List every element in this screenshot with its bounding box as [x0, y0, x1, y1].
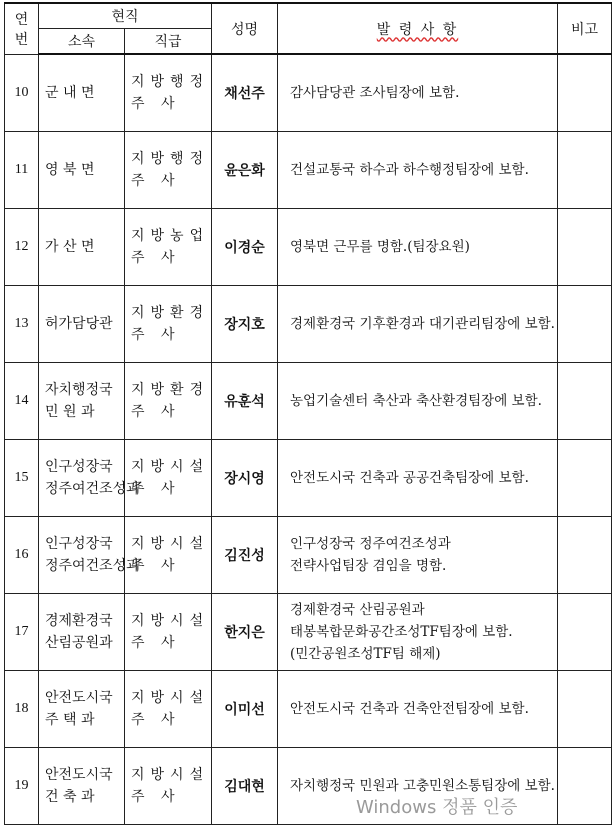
order-line: 안전도시국 건축과 건축안전팀장에 보함. — [290, 700, 529, 717]
row-order — [278, 670, 558, 747]
header-affiliation: 소속 — [39, 29, 125, 55]
rank-line: 주 사 — [131, 788, 181, 805]
row-name: 유훈석 — [212, 362, 278, 439]
affiliation-line: 주 택 과 — [45, 711, 95, 728]
table-row — [5, 670, 612, 747]
row-number: 11 — [5, 131, 39, 208]
row-note — [558, 747, 612, 824]
row-number: 18 — [5, 670, 39, 747]
row-name: 윤은화 — [212, 131, 278, 208]
affiliation-line: 영 북 면 — [45, 161, 95, 178]
affiliation-line: 안전도시국 — [45, 689, 113, 706]
order-line: 건설교통국 하수과 하수행정팀장에 보함. — [290, 161, 529, 178]
order-line: 경제환경국 산림공원과 — [290, 601, 425, 618]
row-affiliation — [39, 747, 125, 824]
order-line: 전략사업팀장 겸임을 명함. — [290, 557, 447, 574]
appointment-table — [4, 2, 612, 825]
table-row — [5, 516, 612, 593]
table-row — [5, 747, 612, 824]
rank-line: 주 사 — [131, 172, 181, 189]
rank-line: 주 사 — [131, 326, 181, 343]
row-rank — [125, 54, 212, 131]
header-order: 발 령 사 항 — [278, 3, 558, 54]
row-note — [558, 670, 612, 747]
table-row — [5, 54, 612, 131]
rank-line: 지방환경 — [131, 304, 210, 321]
row-number: 17 — [5, 593, 39, 670]
table-row — [5, 593, 612, 670]
affiliation-line: 안전도시국 — [45, 766, 113, 783]
row-name: 이경순 — [212, 208, 278, 285]
order-line: 농업기술센터 축산과 축산환경팀장에 보함. — [290, 392, 542, 409]
row-note — [558, 54, 612, 131]
row-note — [558, 593, 612, 670]
row-affiliation — [39, 131, 125, 208]
row-order — [278, 208, 558, 285]
row-affiliation — [39, 439, 140, 516]
rank-line: 주 사 — [131, 480, 181, 497]
order-line: 영북면 근무를 명함.(팀장요원) — [290, 238, 470, 255]
windows-activation-watermark: Windows 정품 인증 — [356, 797, 518, 818]
table-row — [5, 208, 612, 285]
rank-line: 지방시설 — [131, 766, 210, 783]
row-rank — [125, 593, 212, 670]
row-rank — [125, 670, 212, 747]
row-rank — [125, 747, 212, 824]
order-line: 인구성장국 정주여건조성과 — [290, 535, 451, 552]
row-order — [278, 439, 558, 516]
row-name: 이미선 — [212, 670, 278, 747]
affiliation-line: 정주여건조성과 — [45, 480, 140, 497]
row-affiliation — [39, 516, 140, 593]
order-line: 경제환경국 기후환경과 대기관리팀장에 보함. — [290, 315, 555, 332]
header-rank: 직급 — [125, 29, 212, 55]
row-number: 15 — [5, 439, 39, 516]
row-name: 한지은 — [212, 593, 278, 670]
row-affiliation — [39, 285, 125, 362]
row-affiliation — [39, 593, 125, 670]
row-number: 12 — [5, 208, 39, 285]
row-affiliation — [39, 362, 125, 439]
row-note — [558, 439, 612, 516]
row-order — [278, 285, 558, 362]
table-row — [5, 285, 612, 362]
rank-line: 주 사 — [131, 403, 181, 420]
row-note — [558, 362, 612, 439]
order-line: 태봉복합문화공간조성TF팀장에 보함. — [290, 623, 513, 640]
header-number: 연 번 — [5, 3, 39, 54]
affiliation-line: 군 내 면 — [45, 84, 95, 101]
row-number: 10 — [5, 54, 39, 131]
header-current-post: 현직 — [39, 3, 212, 29]
row-note — [558, 516, 612, 593]
row-affiliation — [39, 670, 125, 747]
row-rank — [125, 362, 212, 439]
affiliation-line: 민 원 과 — [45, 403, 95, 420]
row-name: 장지호 — [212, 285, 278, 362]
row-rank — [125, 516, 212, 593]
affiliation-line: 경제환경국 — [45, 612, 113, 629]
row-name: 장시영 — [212, 439, 278, 516]
row-number: 13 — [5, 285, 39, 362]
rank-line: 지방환경 — [131, 381, 210, 398]
rank-line: 지방시설 — [131, 535, 210, 552]
row-note — [558, 285, 612, 362]
row-note — [558, 208, 612, 285]
rank-line: 주 사 — [131, 711, 181, 728]
rank-line: 지방행정 — [131, 150, 210, 167]
affiliation-line: 허가담당관 — [45, 315, 113, 332]
rank-line: 주 사 — [131, 634, 181, 651]
order-line: (민간공원조성TF팀 해제) — [290, 645, 441, 662]
row-number: 14 — [5, 362, 39, 439]
order-line: 안전도시국 건축과 공공건축팀장에 보함. — [290, 469, 529, 486]
affiliation-line: 건 축 과 — [45, 788, 95, 805]
affiliation-line: 인구성장국 — [45, 535, 113, 552]
affiliation-line: 인구성장국 — [45, 458, 113, 475]
row-rank — [125, 439, 212, 516]
table-row — [5, 131, 612, 208]
affiliation-line: 가 산 면 — [45, 238, 95, 255]
row-number: 19 — [5, 747, 39, 824]
row-order — [278, 131, 558, 208]
affiliation-line: 정주여건조성과 — [45, 557, 140, 574]
rank-line: 지방시설 — [131, 612, 210, 629]
rank-line: 지방농업 — [131, 227, 210, 244]
rank-line: 주 사 — [131, 557, 181, 574]
row-name: 김진성 — [212, 516, 278, 593]
rank-line: 지방시설 — [131, 689, 210, 706]
row-rank — [125, 131, 212, 208]
row-rank — [125, 208, 212, 285]
row-affiliation — [39, 54, 125, 131]
rank-line: 지방행정 — [131, 73, 210, 90]
row-note — [558, 131, 612, 208]
row-name: 김대현 — [212, 747, 278, 824]
row-number: 16 — [5, 516, 39, 593]
header-name: 성명 — [212, 3, 278, 54]
row-affiliation — [39, 208, 125, 285]
row-rank — [125, 285, 212, 362]
affiliation-line: 자치행정국 — [45, 381, 113, 398]
row-name: 채선주 — [212, 54, 278, 131]
rank-line: 주 사 — [131, 249, 181, 266]
row-order — [278, 362, 558, 439]
header-note: 비고 — [558, 3, 612, 54]
rank-line: 지방시설 — [131, 458, 210, 475]
row-order — [278, 593, 558, 670]
row-order — [278, 54, 558, 131]
row-order — [278, 516, 558, 593]
order-line: 자치행정국 민원과 고충민원소통팀장에 보함. — [290, 777, 555, 794]
order-line: 감사담당관 조사팀장에 보함. — [290, 84, 460, 101]
affiliation-line: 산림공원과 — [45, 634, 113, 651]
table-row — [5, 439, 612, 516]
table-row — [5, 362, 612, 439]
rank-line: 주 사 — [131, 95, 181, 112]
